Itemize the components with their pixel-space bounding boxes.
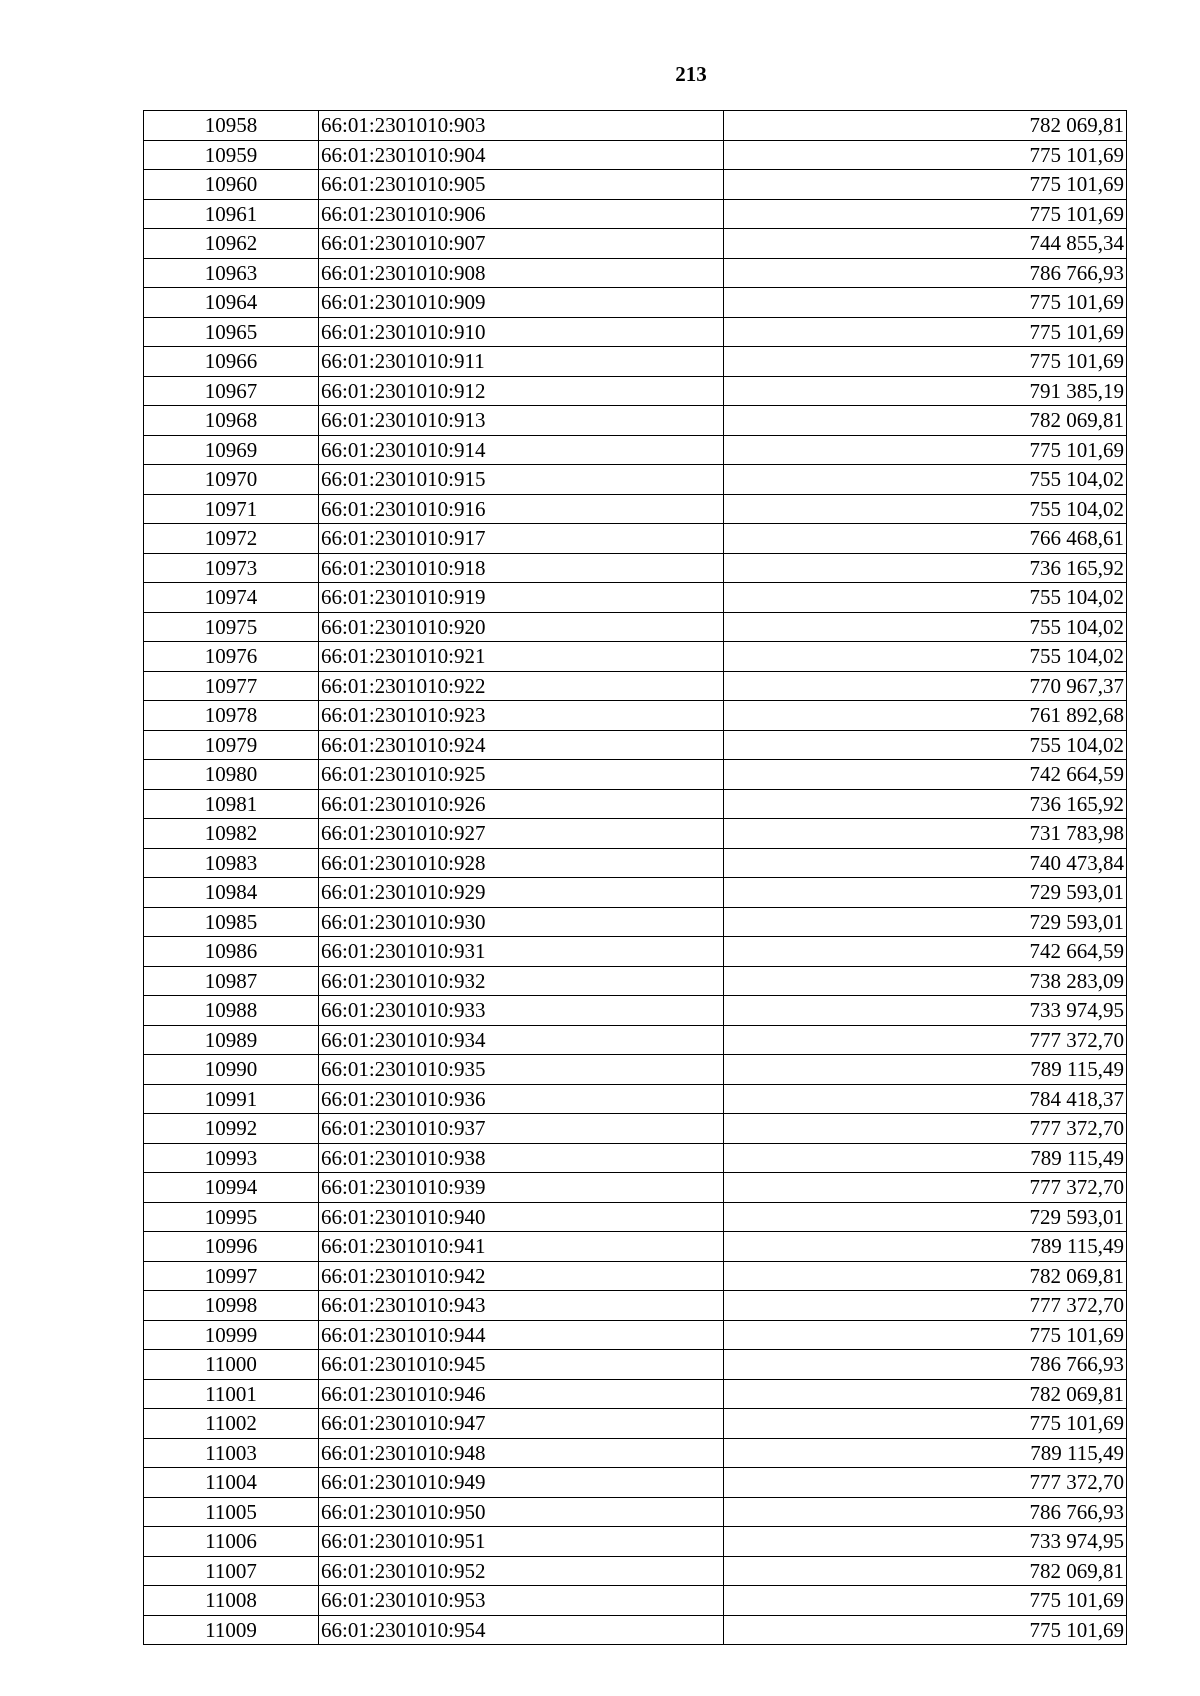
cadastral-number-cell: 66:01:2301010:913 xyxy=(319,406,724,436)
table-row xyxy=(144,406,1127,436)
row-number-cell: 10995 xyxy=(144,1202,319,1232)
cadastral-value-cell: 755 104,02 xyxy=(724,642,1127,672)
cadastral-number-cell: 66:01:2301010:906 xyxy=(319,199,724,229)
row-number-cell: 10962 xyxy=(144,229,319,259)
cadastral-number-cell: 66:01:2301010:926 xyxy=(319,789,724,819)
cadastral-value-cell: 775 101,69 xyxy=(724,288,1127,318)
table-row xyxy=(144,671,1127,701)
table-row xyxy=(144,553,1127,583)
cadastral-value-cell: 775 101,69 xyxy=(724,1409,1127,1439)
table-row xyxy=(144,907,1127,937)
table-row xyxy=(144,583,1127,613)
cadastral-value-cell: 755 104,02 xyxy=(724,465,1127,495)
row-number-cell: 10987 xyxy=(144,966,319,996)
cadastral-value-cell: 740 473,84 xyxy=(724,848,1127,878)
cadastral-value-cell: 755 104,02 xyxy=(724,730,1127,760)
table-row xyxy=(144,229,1127,259)
table-row xyxy=(144,465,1127,495)
row-number-cell: 11003 xyxy=(144,1438,319,1468)
row-number-cell: 10991 xyxy=(144,1084,319,1114)
row-number-cell: 10971 xyxy=(144,494,319,524)
cadastral-number-cell: 66:01:2301010:907 xyxy=(319,229,724,259)
cadastral-value-cell: 775 101,69 xyxy=(724,1615,1127,1645)
table-row xyxy=(144,1527,1127,1557)
cadastral-value-cell: 782 069,81 xyxy=(724,111,1127,141)
cadastral-number-cell: 66:01:2301010:922 xyxy=(319,671,724,701)
cadastral-value-cell: 777 372,70 xyxy=(724,1025,1127,1055)
table-row xyxy=(144,494,1127,524)
cadastral-value-cell: 755 104,02 xyxy=(724,583,1127,613)
cadastral-value-cell: 777 372,70 xyxy=(724,1468,1127,1498)
cadastral-number-cell: 66:01:2301010:939 xyxy=(319,1173,724,1203)
cadastral-value-cell: 775 101,69 xyxy=(724,347,1127,377)
row-number-cell: 11008 xyxy=(144,1586,319,1616)
table-row xyxy=(144,376,1127,406)
cadastral-value-cell: 782 069,81 xyxy=(724,406,1127,436)
cadastral-value-cell: 789 115,49 xyxy=(724,1438,1127,1468)
cadastral-value-cell: 777 372,70 xyxy=(724,1291,1127,1321)
table-row xyxy=(144,1084,1127,1114)
cadastral-number-cell: 66:01:2301010:920 xyxy=(319,612,724,642)
cadastral-number-cell: 66:01:2301010:914 xyxy=(319,435,724,465)
cadastral-value-cell: 777 372,70 xyxy=(724,1173,1127,1203)
row-number-cell: 10981 xyxy=(144,789,319,819)
row-number-cell: 10973 xyxy=(144,553,319,583)
table-row xyxy=(144,524,1127,554)
cadastral-number-cell: 66:01:2301010:921 xyxy=(319,642,724,672)
table-row xyxy=(144,1055,1127,1085)
cadastral-value-cell: 782 069,81 xyxy=(724,1379,1127,1409)
table-row xyxy=(144,1232,1127,1262)
row-number-cell: 10990 xyxy=(144,1055,319,1085)
row-number-cell: 10964 xyxy=(144,288,319,318)
table-row xyxy=(144,1556,1127,1586)
cadastral-value-cell: 775 101,69 xyxy=(724,140,1127,170)
cadastral-number-cell: 66:01:2301010:932 xyxy=(319,966,724,996)
cadastral-value-cell: 729 593,01 xyxy=(724,907,1127,937)
cadastral-number-cell: 66:01:2301010:945 xyxy=(319,1350,724,1380)
cadastral-value-table xyxy=(143,110,1127,1645)
cadastral-number-cell: 66:01:2301010:929 xyxy=(319,878,724,908)
row-number-cell: 10967 xyxy=(144,376,319,406)
cadastral-number-cell: 66:01:2301010:952 xyxy=(319,1556,724,1586)
cadastral-number-cell: 66:01:2301010:936 xyxy=(319,1084,724,1114)
cadastral-value-cell: 775 101,69 xyxy=(724,199,1127,229)
row-number-cell: 11000 xyxy=(144,1350,319,1380)
cadastral-value-cell: 731 783,98 xyxy=(724,819,1127,849)
cadastral-value-cell: 733 974,95 xyxy=(724,996,1127,1026)
table-row xyxy=(144,1615,1127,1645)
table-row xyxy=(144,789,1127,819)
cadastral-value-cell: 742 664,59 xyxy=(724,937,1127,967)
cadastral-number-cell: 66:01:2301010:909 xyxy=(319,288,724,318)
row-number-cell: 10984 xyxy=(144,878,319,908)
row-number-cell: 10958 xyxy=(144,111,319,141)
row-number-cell: 10963 xyxy=(144,258,319,288)
row-number-cell: 10979 xyxy=(144,730,319,760)
cadastral-number-cell: 66:01:2301010:916 xyxy=(319,494,724,524)
cadastral-value-cell: 775 101,69 xyxy=(724,435,1127,465)
table-row xyxy=(144,1202,1127,1232)
cadastral-value-cell: 791 385,19 xyxy=(724,376,1127,406)
row-number-cell: 11009 xyxy=(144,1615,319,1645)
table-row xyxy=(144,111,1127,141)
cadastral-value-cell: 775 101,69 xyxy=(724,317,1127,347)
cadastral-value-cell: 782 069,81 xyxy=(724,1556,1127,1586)
table-row xyxy=(144,966,1127,996)
row-number-cell: 10969 xyxy=(144,435,319,465)
row-number-cell: 11005 xyxy=(144,1497,319,1527)
cadastral-value-cell: 736 165,92 xyxy=(724,789,1127,819)
cadastral-value-cell: 786 766,93 xyxy=(724,1497,1127,1527)
cadastral-value-cell: 738 283,09 xyxy=(724,966,1127,996)
row-number-cell: 10977 xyxy=(144,671,319,701)
table-row xyxy=(144,199,1127,229)
table-row xyxy=(144,819,1127,849)
page-number: 213 xyxy=(675,62,707,86)
table-row xyxy=(144,170,1127,200)
table-row xyxy=(144,1025,1127,1055)
cadastral-number-cell: 66:01:2301010:908 xyxy=(319,258,724,288)
row-number-cell: 10975 xyxy=(144,612,319,642)
table-row xyxy=(144,435,1127,465)
row-number-cell: 10998 xyxy=(144,1291,319,1321)
row-number-cell: 10985 xyxy=(144,907,319,937)
table-row xyxy=(144,1143,1127,1173)
cadastral-number-cell: 66:01:2301010:904 xyxy=(319,140,724,170)
cadastral-number-cell: 66:01:2301010:941 xyxy=(319,1232,724,1262)
cadastral-number-cell: 66:01:2301010:924 xyxy=(319,730,724,760)
cadastral-number-cell: 66:01:2301010:954 xyxy=(319,1615,724,1645)
table-row xyxy=(144,1114,1127,1144)
table-row xyxy=(144,1468,1127,1498)
cadastral-number-cell: 66:01:2301010:919 xyxy=(319,583,724,613)
cadastral-value-cell: 729 593,01 xyxy=(724,1202,1127,1232)
cadastral-number-cell: 66:01:2301010:948 xyxy=(319,1438,724,1468)
table-row xyxy=(144,878,1127,908)
table-row xyxy=(144,937,1127,967)
cadastral-number-cell: 66:01:2301010:933 xyxy=(319,996,724,1026)
row-number-cell: 10965 xyxy=(144,317,319,347)
cadastral-number-cell: 66:01:2301010:943 xyxy=(319,1291,724,1321)
table-row xyxy=(144,701,1127,731)
row-number-cell: 10986 xyxy=(144,937,319,967)
table-row xyxy=(144,317,1127,347)
table-row xyxy=(144,1409,1127,1439)
cadastral-value-cell: 775 101,69 xyxy=(724,1586,1127,1616)
row-number-cell: 10980 xyxy=(144,760,319,790)
row-number-cell: 10989 xyxy=(144,1025,319,1055)
cadastral-value-cell: 775 101,69 xyxy=(724,170,1127,200)
cadastral-value-cell: 755 104,02 xyxy=(724,494,1127,524)
row-number-cell: 11006 xyxy=(144,1527,319,1557)
cadastral-number-cell: 66:01:2301010:923 xyxy=(319,701,724,731)
table-row xyxy=(144,1438,1127,1468)
row-number-cell: 11007 xyxy=(144,1556,319,1586)
cadastral-number-cell: 66:01:2301010:927 xyxy=(319,819,724,849)
row-number-cell: 10999 xyxy=(144,1320,319,1350)
table-row xyxy=(144,996,1127,1026)
row-number-cell: 11004 xyxy=(144,1468,319,1498)
row-number-cell: 11002 xyxy=(144,1409,319,1439)
table-row xyxy=(144,347,1127,377)
cadastral-value-cell: 729 593,01 xyxy=(724,878,1127,908)
cadastral-number-cell: 66:01:2301010:931 xyxy=(319,937,724,967)
row-number-cell: 10982 xyxy=(144,819,319,849)
cadastral-value-cell: 766 468,61 xyxy=(724,524,1127,554)
row-number-cell: 10994 xyxy=(144,1173,319,1203)
cadastral-number-cell: 66:01:2301010:942 xyxy=(319,1261,724,1291)
cadastral-value-cell: 786 766,93 xyxy=(724,258,1127,288)
cadastral-value-cell: 777 372,70 xyxy=(724,1114,1127,1144)
cadastral-number-cell: 66:01:2301010:934 xyxy=(319,1025,724,1055)
table-row xyxy=(144,1497,1127,1527)
row-number-cell: 10978 xyxy=(144,701,319,731)
row-number-cell: 10966 xyxy=(144,347,319,377)
cadastral-value-cell: 733 974,95 xyxy=(724,1527,1127,1557)
cadastral-number-cell: 66:01:2301010:925 xyxy=(319,760,724,790)
table-row xyxy=(144,1320,1127,1350)
cadastral-number-cell: 66:01:2301010:944 xyxy=(319,1320,724,1350)
cadastral-number-cell: 66:01:2301010:905 xyxy=(319,170,724,200)
row-number-cell: 10976 xyxy=(144,642,319,672)
cadastral-value-cell: 782 069,81 xyxy=(724,1261,1127,1291)
table-row xyxy=(144,1261,1127,1291)
cadastral-number-cell: 66:01:2301010:903 xyxy=(319,111,724,141)
table-row xyxy=(144,760,1127,790)
cadastral-number-cell: 66:01:2301010:910 xyxy=(319,317,724,347)
cadastral-number-cell: 66:01:2301010:911 xyxy=(319,347,724,377)
table-row xyxy=(144,730,1127,760)
cadastral-value-cell: 770 967,37 xyxy=(724,671,1127,701)
row-number-cell: 10970 xyxy=(144,465,319,495)
row-number-cell: 10968 xyxy=(144,406,319,436)
row-number-cell: 10993 xyxy=(144,1143,319,1173)
cadastral-value-cell: 789 115,49 xyxy=(724,1055,1127,1085)
table-row xyxy=(144,612,1127,642)
cadastral-number-cell: 66:01:2301010:930 xyxy=(319,907,724,937)
row-number-cell: 10974 xyxy=(144,583,319,613)
cadastral-value-cell: 736 165,92 xyxy=(724,553,1127,583)
cadastral-number-cell: 66:01:2301010:950 xyxy=(319,1497,724,1527)
row-number-cell: 10960 xyxy=(144,170,319,200)
cadastral-number-cell: 66:01:2301010:951 xyxy=(319,1527,724,1557)
row-number-cell: 10992 xyxy=(144,1114,319,1144)
cadastral-value-cell: 789 115,49 xyxy=(724,1143,1127,1173)
cadastral-value-cell: 775 101,69 xyxy=(724,1320,1127,1350)
table-row xyxy=(144,1291,1127,1321)
row-number-cell: 10983 xyxy=(144,848,319,878)
cadastral-number-cell: 66:01:2301010:918 xyxy=(319,553,724,583)
cadastral-value-cell: 761 892,68 xyxy=(724,701,1127,731)
cadastral-number-cell: 66:01:2301010:953 xyxy=(319,1586,724,1616)
cadastral-number-cell: 66:01:2301010:946 xyxy=(319,1379,724,1409)
table-row xyxy=(144,642,1127,672)
cadastral-value-cell: 789 115,49 xyxy=(724,1232,1127,1262)
cadastral-number-cell: 66:01:2301010:935 xyxy=(319,1055,724,1085)
table-row xyxy=(144,1586,1127,1616)
row-number-cell: 10997 xyxy=(144,1261,319,1291)
table-row xyxy=(144,1350,1127,1380)
cadastral-number-cell: 66:01:2301010:917 xyxy=(319,524,724,554)
table-row xyxy=(144,848,1127,878)
table-row xyxy=(144,288,1127,318)
row-number-cell: 10988 xyxy=(144,996,319,1026)
cadastral-value-cell: 742 664,59 xyxy=(724,760,1127,790)
row-number-cell: 10959 xyxy=(144,140,319,170)
cadastral-value-cell: 784 418,37 xyxy=(724,1084,1127,1114)
cadastral-number-cell: 66:01:2301010:940 xyxy=(319,1202,724,1232)
cadastral-value-cell: 755 104,02 xyxy=(724,612,1127,642)
row-number-cell: 10961 xyxy=(144,199,319,229)
cadastral-number-cell: 66:01:2301010:915 xyxy=(319,465,724,495)
cadastral-number-cell: 66:01:2301010:937 xyxy=(319,1114,724,1144)
cadastral-number-cell: 66:01:2301010:947 xyxy=(319,1409,724,1439)
cadastral-value-cell: 744 855,34 xyxy=(724,229,1127,259)
cadastral-number-cell: 66:01:2301010:938 xyxy=(319,1143,724,1173)
row-number-cell: 11001 xyxy=(144,1379,319,1409)
table-row xyxy=(144,140,1127,170)
row-number-cell: 10996 xyxy=(144,1232,319,1262)
cadastral-number-cell: 66:01:2301010:928 xyxy=(319,848,724,878)
cadastral-number-cell: 66:01:2301010:912 xyxy=(319,376,724,406)
table-row xyxy=(144,1173,1127,1203)
cadastral-number-cell: 66:01:2301010:949 xyxy=(319,1468,724,1498)
cadastral-value-cell: 786 766,93 xyxy=(724,1350,1127,1380)
row-number-cell: 10972 xyxy=(144,524,319,554)
table-row xyxy=(144,258,1127,288)
table-row xyxy=(144,1379,1127,1409)
table-body xyxy=(144,111,1127,1645)
